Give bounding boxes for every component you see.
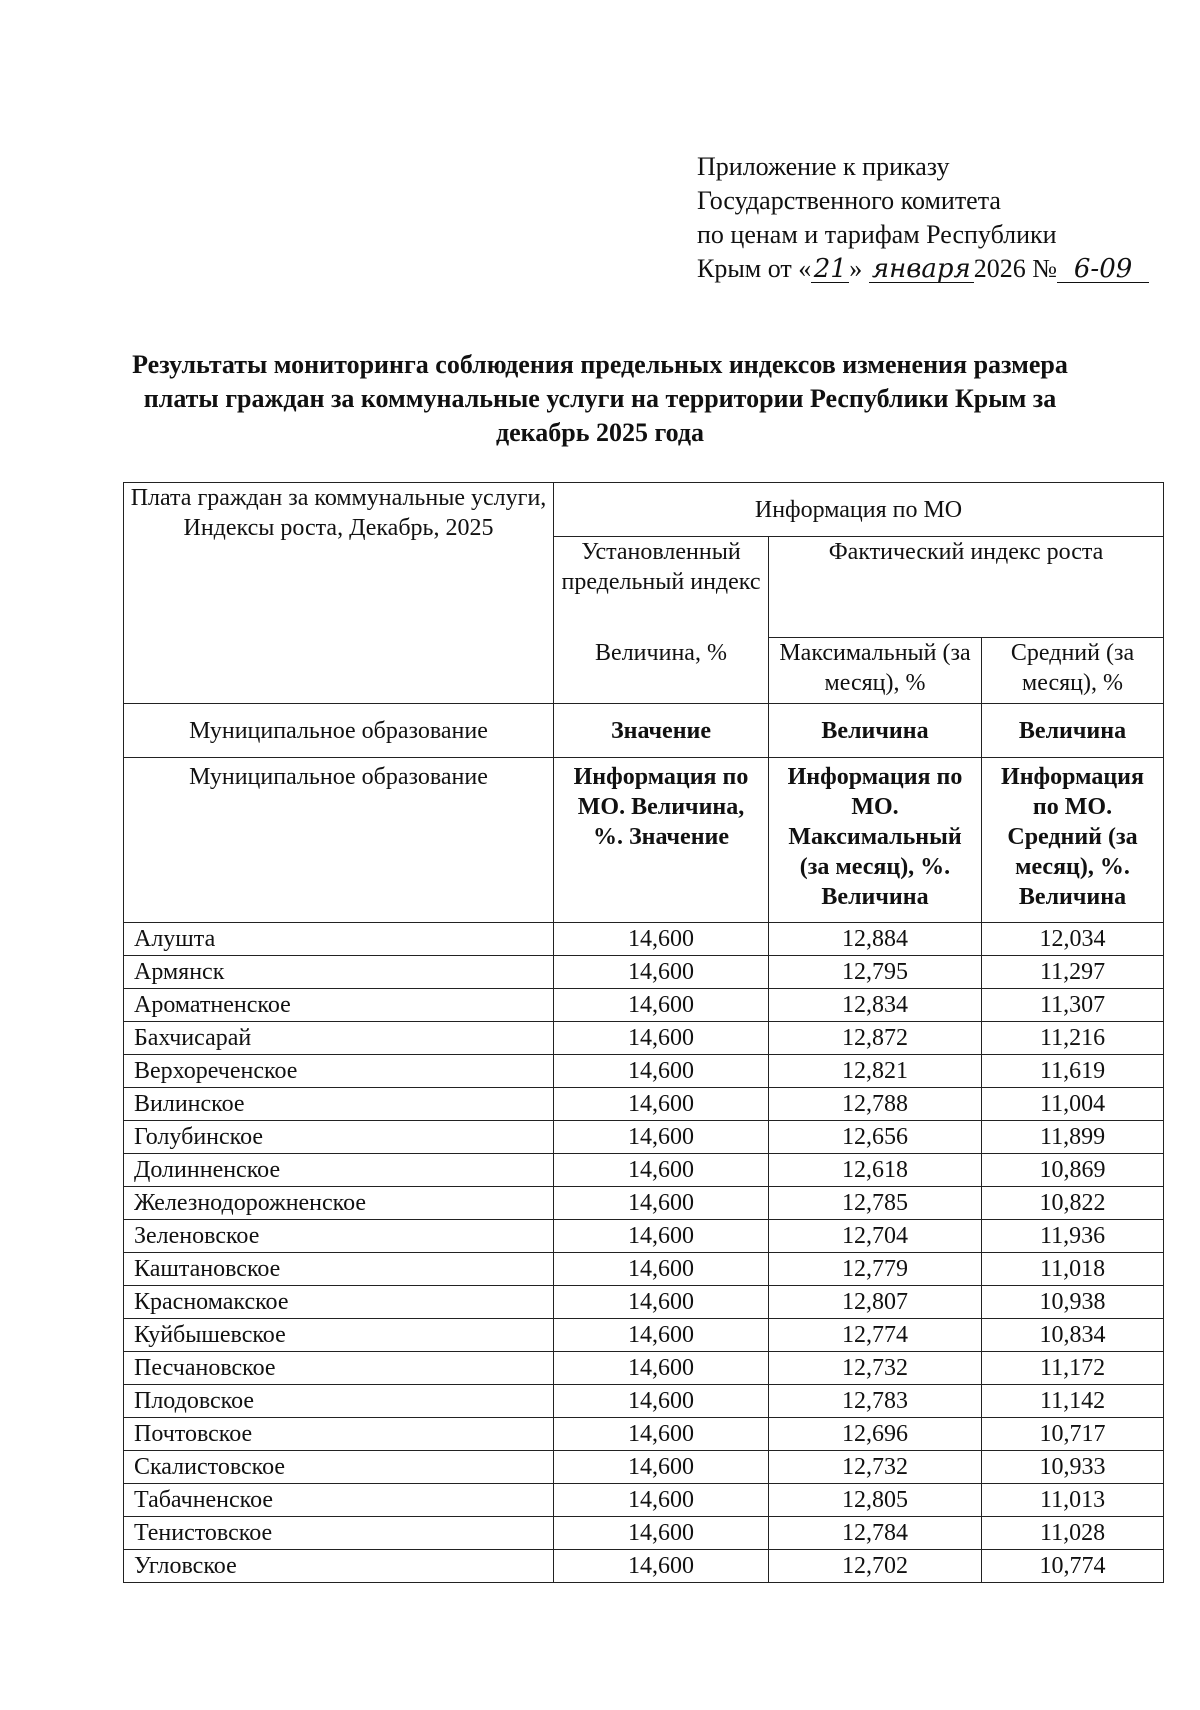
avg-value: 10,834 [982,1319,1164,1352]
municipality-name: Плодовское [124,1385,554,1418]
table-row [124,1550,1164,1583]
limit-value: 14,600 [554,1352,769,1385]
monitoring-table [123,482,1164,1583]
max-value: 12,783 [769,1385,982,1418]
table-row [124,1484,1164,1517]
avg-value: 11,172 [982,1352,1164,1385]
municipality-name: Тенистовское [124,1517,554,1550]
max-value: 12,656 [769,1121,982,1154]
avg-value: 10,717 [982,1418,1164,1451]
limit-value: 14,600 [554,1022,769,1055]
max-value: 12,704 [769,1220,982,1253]
limit-value: 14,600 [554,1253,769,1286]
max-value: 12,702 [769,1550,982,1583]
limit-value: 14,600 [554,1220,769,1253]
municipality-name: Почтовское [124,1418,554,1451]
header-avg-month: Средний (за месяц), % [982,638,1164,704]
municipality-name: Голубинское [124,1121,554,1154]
avg-value: 11,142 [982,1385,1164,1418]
table-row [124,1022,1164,1055]
limit-value: 14,600 [554,956,769,989]
table-row [124,1352,1164,1385]
table-row [124,1187,1164,1220]
avg-value: 11,018 [982,1253,1164,1286]
municipality-name: Табачненское [124,1484,554,1517]
table-body [124,923,1164,1583]
table-row [124,1154,1164,1187]
limit-value: 14,600 [554,1154,769,1187]
avg-value: 11,013 [982,1484,1164,1517]
appendix-block [697,150,1167,286]
appendix-year-number-label: 2026 № [973,254,1058,283]
municipality-name: Железнодорожненское [124,1187,554,1220]
municipality-name: Песчановское [124,1352,554,1385]
max-value: 12,618 [769,1154,982,1187]
avg-value: 11,899 [982,1121,1164,1154]
header-row3-col2: Значение [554,704,769,758]
municipality-name: Армянск [124,956,554,989]
header-row4-col3: Информация по МО. Максимальный (за месяц), %. Величина [769,758,982,923]
document-title: Результаты мониторинга соблюдения предельных индексов изменения размера платы граждан за коммунальные услуги на территории Республики Крым за декабрь 2025 года [132,350,1068,447]
max-value: 12,732 [769,1352,982,1385]
limit-value: 14,600 [554,1121,769,1154]
table-row [124,1253,1164,1286]
avg-value: 11,004 [982,1088,1164,1121]
handwritten-day: 21 [811,256,849,283]
max-value: 12,805 [769,1484,982,1517]
header-row4-col2: Информация по МО. Величина, %. Значение [554,758,769,923]
municipality-name: Верхореченское [124,1055,554,1088]
limit-value: 14,600 [554,989,769,1022]
limit-value: 14,600 [554,923,769,956]
max-value: 12,785 [769,1187,982,1220]
max-value: 12,834 [769,989,982,1022]
max-value: 12,774 [769,1319,982,1352]
header-value-pct: Величина, % [554,638,769,704]
avg-value: 11,936 [982,1220,1164,1253]
table-row [124,1121,1164,1154]
limit-value: 14,600 [554,1451,769,1484]
avg-value: 10,774 [982,1550,1164,1583]
municipality-name: Ароматненское [124,989,554,1022]
avg-value: 12,034 [982,923,1164,956]
header-row4-col1: Муниципальное образование [124,758,554,923]
header-actual-index: Фактический индекс роста [769,537,1164,638]
max-value: 12,872 [769,1022,982,1055]
appendix-line-3: по ценам и тарифам Республики [697,220,1057,249]
header-row3-col1: Муниципальное образование [124,704,554,758]
header-row3-col4: Величина [982,704,1164,758]
limit-value: 14,600 [554,1088,769,1121]
limit-value: 14,600 [554,1286,769,1319]
max-value: 12,732 [769,1451,982,1484]
max-value: 12,884 [769,923,982,956]
avg-value: 11,297 [982,956,1164,989]
avg-value: 11,216 [982,1022,1164,1055]
table-row [124,1319,1164,1352]
header-established-index: Установленный предельный индекс [554,537,769,638]
table-row [124,1220,1164,1253]
limit-value: 14,600 [554,1418,769,1451]
limit-value: 14,600 [554,1484,769,1517]
table-row [124,956,1164,989]
table-row [124,1517,1164,1550]
municipality-name: Долинненское [124,1154,554,1187]
municipality-name: Куйбышевское [124,1319,554,1352]
table-row [124,1088,1164,1121]
header-info-mo: Информация по МО [554,483,1164,537]
table-row [124,923,1164,956]
appendix-line-4 [697,252,1167,286]
avg-value: 11,028 [982,1517,1164,1550]
header-row4-col4: Информация по МО. Средний (за месяц), %. Величина [982,758,1164,923]
limit-value: 14,600 [554,1187,769,1220]
limit-value: 14,600 [554,1517,769,1550]
appendix-line-2: Государственного комитета [697,186,1001,215]
appendix-date-quote: » [849,254,863,283]
table-row [124,1055,1164,1088]
municipality-name: Алушта [124,923,554,956]
header-row3-col3: Величина [769,704,982,758]
header-corner: Плата граждан за коммунальные услуги, Индексы роста, Декабрь, 2025 [124,483,554,704]
max-value: 12,821 [769,1055,982,1088]
table-row [124,1286,1164,1319]
max-value: 12,795 [769,956,982,989]
avg-value: 10,938 [982,1286,1164,1319]
table-row [124,1418,1164,1451]
municipality-name: Скалистовское [124,1451,554,1484]
table-row [124,1385,1164,1418]
max-value: 12,784 [769,1517,982,1550]
avg-value: 10,869 [982,1154,1164,1187]
municipality-name: Вилинское [124,1088,554,1121]
handwritten-order-number: 6-09 [1057,256,1149,283]
municipality-name: Каштановское [124,1253,554,1286]
limit-value: 14,600 [554,1055,769,1088]
avg-value: 11,619 [982,1055,1164,1088]
appendix-line-1: Приложение к приказу [697,152,950,181]
avg-value: 10,933 [982,1451,1164,1484]
municipality-name: Бахчисарай [124,1022,554,1055]
max-value: 12,807 [769,1286,982,1319]
handwritten-month: января [869,256,974,283]
limit-value: 14,600 [554,1550,769,1583]
max-value: 12,779 [769,1253,982,1286]
municipality-name: Зеленовское [124,1220,554,1253]
appendix-date-prefix: Крым от « [697,254,812,283]
avg-value: 11,307 [982,989,1164,1022]
table-row [124,989,1164,1022]
max-value: 12,788 [769,1088,982,1121]
header-max-month: Максимальный (за месяц), % [769,638,982,704]
limit-value: 14,600 [554,1319,769,1352]
municipality-name: Красномакское [124,1286,554,1319]
max-value: 12,696 [769,1418,982,1451]
municipality-name: Угловское [124,1550,554,1583]
limit-value: 14,600 [554,1385,769,1418]
avg-value: 10,822 [982,1187,1164,1220]
table-row [124,1451,1164,1484]
